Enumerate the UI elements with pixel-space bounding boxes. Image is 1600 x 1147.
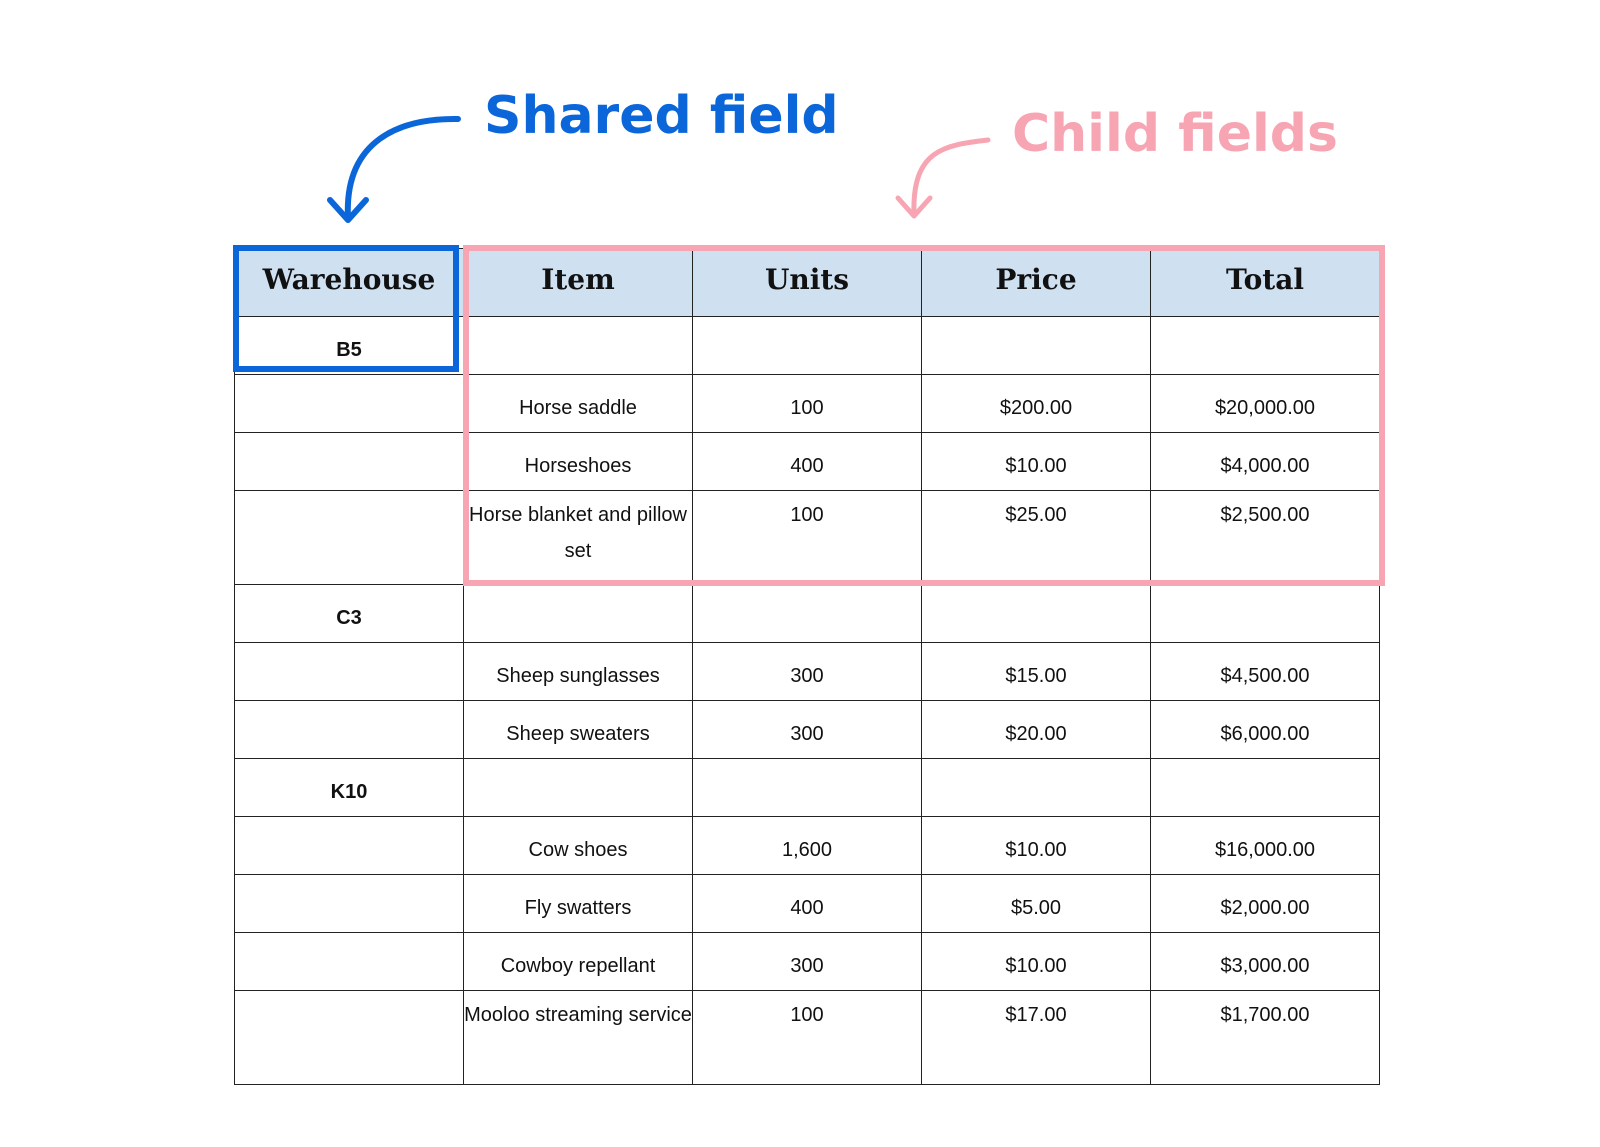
total-cell: $6,000.00	[1151, 701, 1380, 759]
units-cell	[693, 759, 922, 817]
total-cell: $20,000.00	[1151, 375, 1380, 433]
shared-field-label: Shared field	[484, 86, 839, 146]
price-cell	[922, 317, 1151, 375]
price-cell: $10.00	[922, 433, 1151, 491]
price-cell: $25.00	[922, 491, 1151, 585]
price-cell: $15.00	[922, 643, 1151, 701]
item-cell: Sheep sweaters	[464, 701, 693, 759]
table-row	[235, 585, 1380, 643]
table-row	[235, 817, 1380, 875]
item-cell: Fly swatters	[464, 875, 693, 933]
item-cell: Cow shoes	[464, 817, 693, 875]
price-cell: $10.00	[922, 817, 1151, 875]
header-total: Total	[1151, 249, 1380, 317]
units-cell: 400	[693, 433, 922, 491]
total-cell: $1,700.00	[1151, 991, 1380, 1085]
warehouse-cell	[235, 991, 464, 1085]
total-cell: $4,000.00	[1151, 433, 1380, 491]
total-cell	[1151, 585, 1380, 643]
child-fields-label: Child fields	[1012, 104, 1338, 164]
table-row	[235, 643, 1380, 701]
total-cell	[1151, 317, 1380, 375]
warehouse-table	[234, 248, 1380, 1085]
header-units: Units	[693, 249, 922, 317]
price-cell: $20.00	[922, 701, 1151, 759]
header-row	[235, 249, 1380, 317]
shared-arrow-icon	[330, 119, 458, 220]
table-row	[235, 759, 1380, 817]
total-cell: $3,000.00	[1151, 933, 1380, 991]
table-row	[235, 933, 1380, 991]
table-row	[235, 317, 1380, 375]
header-item: Item	[464, 249, 693, 317]
table-row	[235, 433, 1380, 491]
warehouse-cell	[235, 491, 464, 585]
price-cell	[922, 759, 1151, 817]
units-cell	[693, 585, 922, 643]
units-cell	[693, 317, 922, 375]
total-cell	[1151, 759, 1380, 817]
units-cell: 1,600	[693, 817, 922, 875]
item-cell: Mooloo streaming service	[464, 991, 693, 1085]
table-row	[235, 875, 1380, 933]
units-cell: 400	[693, 875, 922, 933]
warehouse-cell	[235, 375, 464, 433]
table-row	[235, 701, 1380, 759]
warehouse-cell: C3	[235, 585, 464, 643]
units-cell: 300	[693, 933, 922, 991]
price-cell	[922, 585, 1151, 643]
item-cell: Horse saddle	[464, 375, 693, 433]
warehouse-cell	[235, 817, 464, 875]
total-cell: $2,000.00	[1151, 875, 1380, 933]
item-cell: Horseshoes	[464, 433, 693, 491]
price-cell: $5.00	[922, 875, 1151, 933]
warehouse-cell	[235, 701, 464, 759]
header-warehouse: Warehouse	[235, 249, 464, 317]
table-row	[235, 991, 1380, 1085]
total-cell: $16,000.00	[1151, 817, 1380, 875]
header-price: Price	[922, 249, 1151, 317]
table-row	[235, 491, 1380, 585]
item-cell: Sheep sunglasses	[464, 643, 693, 701]
warehouse-cell: B5	[235, 317, 464, 375]
item-cell: Horse blanket and pillow set	[464, 491, 693, 585]
units-cell: 300	[693, 701, 922, 759]
warehouse-cell: K10	[235, 759, 464, 817]
price-cell: $10.00	[922, 933, 1151, 991]
item-cell	[464, 759, 693, 817]
item-cell	[464, 585, 693, 643]
warehouse-cell	[235, 933, 464, 991]
price-cell: $200.00	[922, 375, 1151, 433]
total-cell: $4,500.00	[1151, 643, 1380, 701]
warehouse-cell	[235, 643, 464, 701]
item-cell: Cowboy repellant	[464, 933, 693, 991]
warehouse-cell	[235, 875, 464, 933]
total-cell: $2,500.00	[1151, 491, 1380, 585]
units-cell: 100	[693, 491, 922, 585]
table-row	[235, 375, 1380, 433]
units-cell: 100	[693, 991, 922, 1085]
warehouse-cell	[235, 433, 464, 491]
units-cell: 300	[693, 643, 922, 701]
child-arrow-icon	[898, 140, 988, 216]
item-cell	[464, 317, 693, 375]
units-cell: 100	[693, 375, 922, 433]
price-cell: $17.00	[922, 991, 1151, 1085]
